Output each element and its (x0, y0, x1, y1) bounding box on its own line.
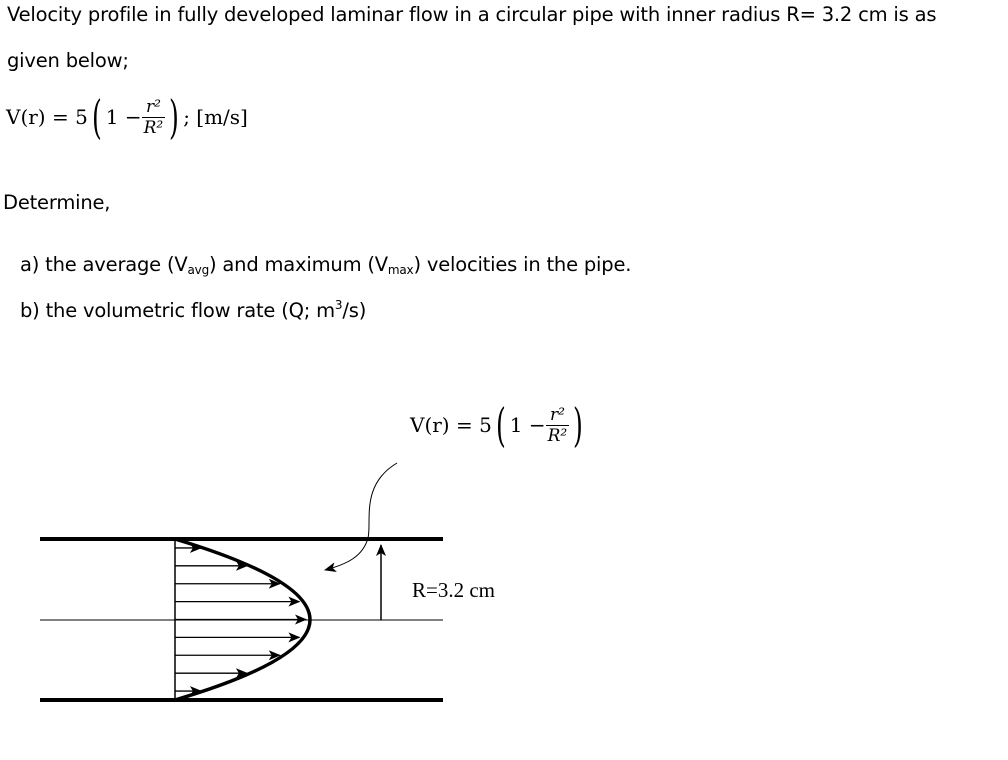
equation-fraction (142, 97, 166, 138)
figure-equation-lhs: V(r) = 5 (410, 413, 492, 437)
figure-fraction-numerator: r² (546, 405, 570, 426)
figure-equation-one-minus: 1 − (509, 413, 546, 437)
equation-lhs: V(r) = 5 (6, 105, 88, 129)
part-a (20, 253, 631, 277)
leader-line-arrow (325, 463, 397, 570)
right-paren: ) (169, 90, 180, 144)
left-paren: ( (91, 90, 102, 144)
velocity-arrows (175, 548, 306, 691)
figure-left-paren: ( (495, 398, 506, 452)
determine-heading: Determine, (3, 191, 111, 214)
part-a-sub-max: max (387, 263, 414, 277)
part-b (20, 298, 366, 322)
part-b-sup: 3 (334, 298, 343, 312)
figure-right-paren: ) (573, 398, 584, 452)
radius-label: R=3.2 cm (412, 578, 496, 602)
pipe-flow-diagram (0, 360, 1008, 760)
part-a-mid: ) and maximum (V (209, 253, 388, 276)
part-a-suffix: ) velocities in the pipe. (413, 253, 632, 276)
part-a-prefix: a) the average (V (20, 253, 188, 276)
part-b-prefix: b) the volumetric flow rate (Q; m (20, 299, 335, 322)
problem-statement-line2: given below; (7, 49, 129, 72)
part-a-sub-avg: avg (187, 263, 210, 277)
equation-units: ; [m/s] (183, 105, 248, 129)
velocity-equation (6, 90, 248, 144)
part-b-suffix: /s) (342, 299, 367, 322)
figure-fraction-denominator: R² (547, 425, 568, 446)
fraction-denominator: R² (143, 117, 164, 138)
fraction-numerator: r² (142, 97, 166, 118)
problem-statement-line1: Velocity profile in fully developed laminar flow in a circular pipe with inner radius R= 3.2 cm is as (7, 3, 937, 26)
equation-one-minus: 1 − (105, 105, 142, 129)
